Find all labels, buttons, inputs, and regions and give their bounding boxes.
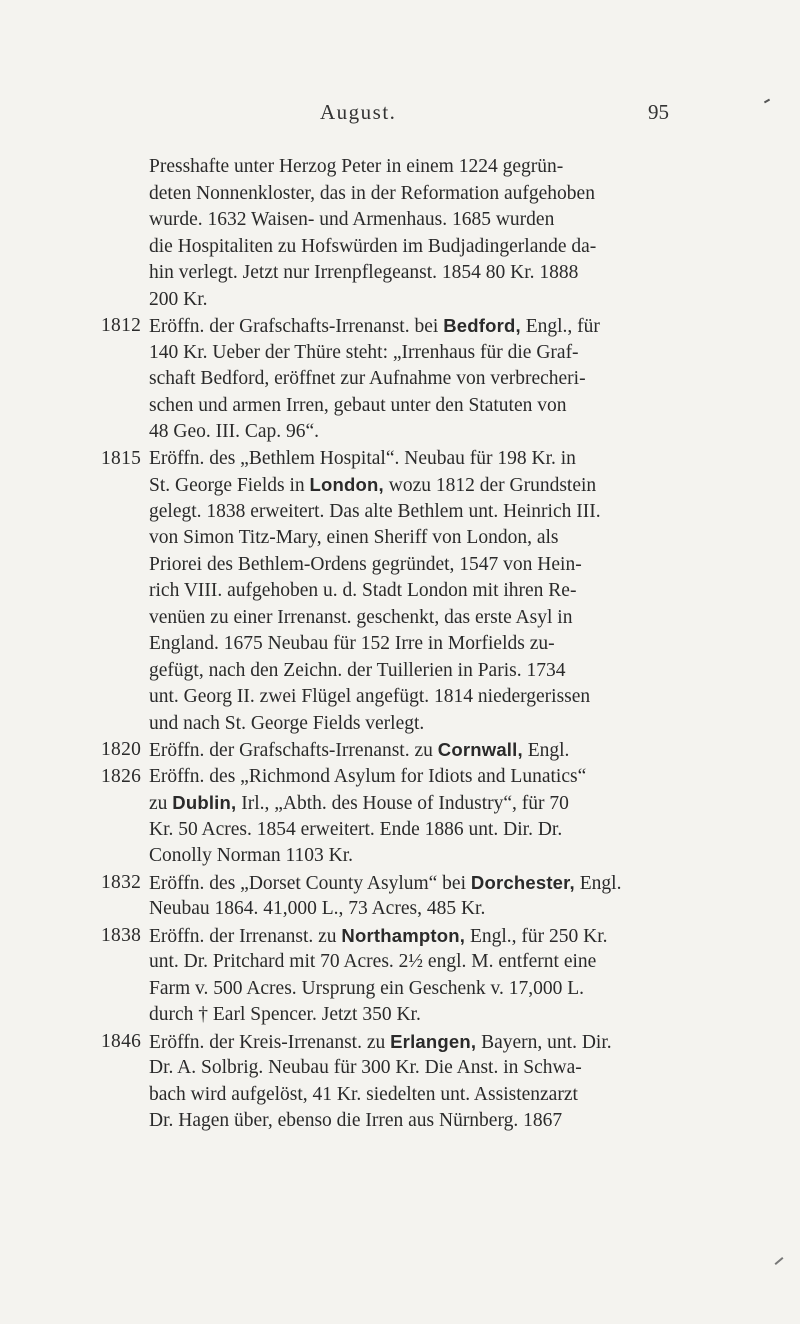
text-run: Engl. [522, 740, 570, 761]
text-run: Bayern, unt. Dir. [476, 1031, 612, 1053]
text-run: durch † Earl Spencer. Jetzt 350 Kr. [149, 1004, 421, 1025]
place-name: Dorchester, [470, 871, 575, 893]
text-run: Neubau 1864. 41,000 L., 73 Acres, 485 Kr. [149, 898, 486, 919]
entry-year: 1815 [101, 447, 142, 469]
entry-year: 1838 [101, 924, 142, 946]
text-run: Eröffn. des „Richmond Asylum for Idiots and Lunatics“ [149, 765, 587, 787]
running-title: August. [320, 100, 397, 124]
text-run: Priorei des Bethlem-Ordens gegründet, 1547 von Hein- [149, 553, 582, 575]
text-run: Engl. [574, 872, 622, 894]
entry-paragraph [101, 1029, 689, 1135]
entry-paragraph [101, 313, 689, 446]
place-name: London, [309, 474, 384, 495]
entry-paragraph [101, 923, 689, 1029]
entry-text [149, 1029, 689, 1135]
text-run: 140 Kr. Ueber der Thüre steht: „Irrenhaus für die Graf- [149, 341, 579, 363]
text-run: gefügt, nach den Zeichn. der Tuillerien in Paris. 1734 [149, 659, 566, 681]
text-line [149, 499, 689, 526]
entry-paragraph [101, 446, 689, 738]
text-run: gelegt. 1838 erweitert. Das alte Bethlem unt. Heinrich III. [149, 500, 601, 522]
text-run: die Hospitaliten zu Hofswürden im Budjadingerlande da- [149, 235, 597, 257]
text-line [149, 737, 689, 764]
text-line [149, 976, 689, 1003]
text-run: wozu 1812 der Grundstein [383, 475, 597, 496]
text-run: 48 Geo. III. Cap. 96“. [149, 421, 320, 442]
text-line [149, 1029, 689, 1056]
text-line [149, 949, 689, 976]
text-line [149, 154, 689, 181]
text-run: Conolly Norman 1103 Kr. [149, 845, 354, 866]
text-line [149, 313, 689, 340]
text-line [149, 790, 689, 817]
entry-year: 1846 [101, 1030, 142, 1052]
text-run: Eröffn. der Grafschafts-Irrenanst. bei [149, 316, 444, 337]
page-header [0, 100, 800, 130]
text-line [149, 181, 689, 208]
text-line [149, 1055, 689, 1082]
entry-paragraph [101, 154, 689, 313]
text-run: Presshafte unter Herzog Peter in einem 1224 gegrün- [149, 156, 564, 177]
text-line [149, 234, 689, 261]
text-line [149, 260, 689, 287]
text-line [149, 870, 689, 897]
text-line [149, 631, 689, 658]
entry-text [149, 870, 689, 923]
text-run: Dr. Hagen über, ebenso die Irren aus Nürnberg. 1867 [149, 1110, 563, 1131]
text-run: Eröffn. des „Dorset County Asylum“ bei [149, 872, 471, 894]
text-line [149, 207, 689, 234]
text-line [149, 446, 689, 473]
text-run: Eröffn. der Kreis-Irrenanst. zu [149, 1031, 391, 1053]
page-number: 95 [648, 100, 669, 124]
text-run: St. George Fields in [149, 475, 310, 496]
text-line [149, 419, 689, 446]
text-run: unt. Dr. Pritchard mit 70 Acres. 2½ engl. M. entfernt eine [149, 951, 597, 972]
text-line [149, 525, 689, 552]
entry-year: 1820 [101, 739, 142, 760]
text-run: Eröffn. des „Bethlem Hospital“. Neubau für 198 Kr. in [149, 447, 576, 469]
text-line [149, 1082, 689, 1109]
entry-year: 1826 [101, 765, 142, 787]
text-run: rich VIII. aufgehoben u. d. Stadt London mit ihren Re- [149, 580, 577, 601]
text-run: Farm v. 500 Acres. Ursprung ein Geschenk v. 17,000 L. [149, 977, 585, 999]
entry-year: 1832 [101, 871, 142, 893]
entry-paragraph [101, 737, 689, 764]
text-run: schen und armen Irren, gebaut unter den Statuten von [149, 394, 567, 416]
text-run: Engl., für [520, 316, 600, 337]
text-line [149, 578, 689, 605]
entry-text [149, 764, 689, 870]
text-run: hin verlegt. Jetzt nur Irrenpflegeanst. 1854 80 Kr. 1888 [149, 262, 579, 283]
text-run: Engl., für 250 Kr. [465, 925, 608, 947]
place-name: Bedford, [443, 315, 521, 336]
place-name: Erlangen, [390, 1030, 477, 1052]
body-text [101, 154, 689, 1135]
text-run: Eröffn. der Grafschafts-Irrenanst. zu [149, 740, 438, 761]
text-line [149, 896, 689, 923]
text-line [149, 1108, 689, 1135]
entry-text [149, 923, 689, 1029]
entry-text [149, 313, 689, 446]
text-run: unt. Georg II. zwei Flügel angefügt. 1814 niedergerissen [149, 686, 591, 707]
text-line [149, 658, 689, 685]
text-line [149, 817, 689, 844]
place-name: Northampton, [341, 924, 466, 946]
text-line [149, 393, 689, 420]
text-line [149, 472, 689, 499]
text-line [149, 605, 689, 632]
corner-mark [775, 1257, 784, 1265]
text-run: schaft Bedford, eröffnet zur Aufnahme von verbrecheri- [149, 368, 586, 389]
entry-text [149, 446, 689, 738]
text-line [149, 684, 689, 711]
text-line [149, 1002, 689, 1029]
text-run: zu [149, 793, 173, 814]
entry-text [149, 737, 689, 764]
entry-paragraph [101, 870, 689, 923]
entry-year: 1812 [101, 315, 142, 336]
text-line [149, 340, 689, 367]
text-run: Eröffn. der Irrenanst. zu [149, 925, 342, 947]
text-line [149, 552, 689, 579]
text-line [149, 366, 689, 393]
text-line [149, 843, 689, 870]
text-run: England. 1675 Neubau für 152 Irre in Morfields zu- [149, 633, 555, 654]
text-run: von Simon Titz-Mary, einen Sheriff von London, als [149, 527, 559, 548]
entry-text [149, 154, 689, 313]
text-line [149, 923, 689, 950]
entry-paragraph [101, 764, 689, 870]
text-run: deten Nonnenkloster, das in der Reformation aufgehoben [149, 182, 595, 204]
text-line [149, 764, 689, 791]
text-line [149, 711, 689, 738]
text-run: und nach St. George Fields verlegt. [149, 712, 425, 734]
text-run: venüen zu einer Irrenanst. geschenkt, das erste Asyl in [149, 606, 573, 628]
text-run: Kr. 50 Acres. 1854 erweitert. Ende 1886 unt. Dir. Dr. [149, 818, 563, 840]
place-name: Cornwall, [437, 739, 523, 760]
text-run: Dr. A. Solbrig. Neubau für 300 Kr. Die Anst. in Schwa- [149, 1057, 582, 1078]
text-run: 200 Kr. [149, 288, 208, 310]
text-run: Irl., „Abth. des House of Industry“, für 70 [236, 793, 569, 814]
text-run: bach wird aufgelöst, 41 Kr. siedelten unt. Assistenzarzt [149, 1083, 578, 1105]
text-line [149, 287, 689, 314]
place-name: Dublin, [172, 792, 237, 813]
text-run: wurde. 1632 Waisen- und Armenhaus. 1685 wurden [149, 209, 555, 230]
